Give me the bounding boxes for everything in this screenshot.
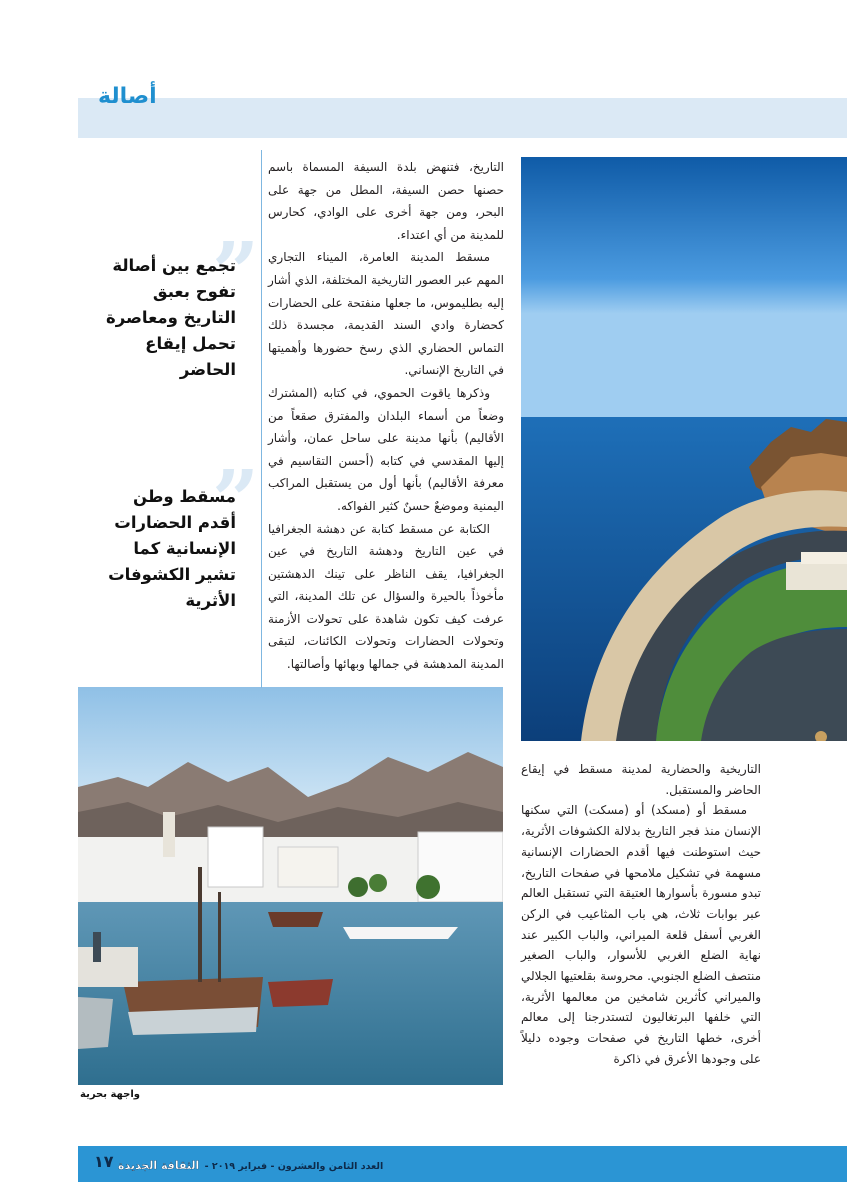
pull-quote-2: مسقط وطن أقدم الحضارات الإنسانية كما تشير الكشوفات الأثرية (108, 487, 236, 610)
quote-mark-1: ” (212, 225, 260, 321)
paragraph: مسقط أو (مسكد) أو (مسكت) التي سكنها الإنسان منذ فجر التاريخ بدلالة الكشوفات الأثرية، حيث استوطنت فيها أقدم الحضارات الإنسانية مسهمة في تشكيل ملامحها في صفحات التاريخ، تبدو مسورة بأسوارها العتيقة التي تستقبل العالم عبر بوابات ثلاث، هي باب المثاعيب في الركن الغربي أسفل قلعة الميراني، والباب الكبير عند نهاية الضلع الغربي للأسوار، والباب الصغير منتصف الضلع الجنوبي. محروسة بقلعتيها الجلالي والميراني كأثرين شامخين من معالمها الأثرية، التي خلفها البرتغاليون لتستدرجنا إلى معالم أخرى، خطها التاريخ في صفحات وجوده دليلاً على وجودها الأعرق في ذاكرة (521, 803, 761, 1066)
quote-mark-2: ” (212, 453, 260, 549)
pull-quote-1: تجمع بين أصالة تفوح بعبق التاريخ ومعاصرة تحمل إيقاع الحاضر (105, 256, 236, 379)
page-number: ١٧ (94, 1152, 114, 1171)
paragraph: وذكرها ياقوت الحموي، في كتابه (المشترك وضعاً من أسماء البلدان والمفترق صقعاً من الأقاليم) بأنها مدينة على ساحل عمان، وأشار إليها المقدسي في كتابه (أحسن التقاسيم في معرفة الأقاليم) بأنها أول من يستقبل المراكب اليمنية وموضعٌ حسنٌ كثير الفواكه. (268, 385, 504, 513)
paragraph: التاريخية والحضارية لمدينة مسقط في إيقاع الحاضر والمستقبل. (521, 762, 761, 797)
paragraph: التاريخ، فتنهض بلدة السيفة المسماة باسم حصنها حصن السيفة، المطل من جهة على البحر، ومن جهة أخرى على الوادي، كحارس للمدينة من أي اعتداء. (268, 160, 504, 242)
paragraph: الكتابة عن مسقط كتابة عن دهشة الجغرافيا في عين التاريخ ودهشة التاريخ في عين الجغرافيا، يقف الناظر على تينك الدهشتين مأخوذاً بالحيرة والسؤال عن تلك المدينة، التي عرفت كيف تكون شاهدة على تحولات الأزمنة وتحولات الحضارات وتحولات الكائنات، لتبقى المدينة المدهشة في جمالها وبهائها وأصالتها. (268, 521, 504, 672)
waterfront-photo (78, 687, 503, 1085)
issue-text: العدد الثامن والعشرون - فبراير ٢٠١٩ - (204, 1161, 384, 1172)
photo-caption: واجهة بحرية (80, 1089, 140, 1100)
magazine-logo: الثقافة الجديدة (118, 1159, 200, 1172)
main-text-column (268, 156, 504, 676)
bottom-text-column (521, 759, 761, 1070)
corniche-photo (521, 157, 847, 741)
column-divider (261, 150, 262, 688)
section-title: أصالة (98, 84, 157, 109)
header-band (78, 98, 847, 138)
footer-issue-info (118, 1159, 383, 1172)
paragraph: مسقط المدينة العامرة، الميناء التجاري المهم عبر العصور التاريخية المختلفة، الذي أشار إليه بطليموس، ما جعلها منفتحة على الحضارات كحضارة وادي السند القديمة، مجسدة ذلك التماس الحضاري الذي رسخ حضورها وأهميتها في التاريخ الإنساني. (268, 250, 504, 378)
